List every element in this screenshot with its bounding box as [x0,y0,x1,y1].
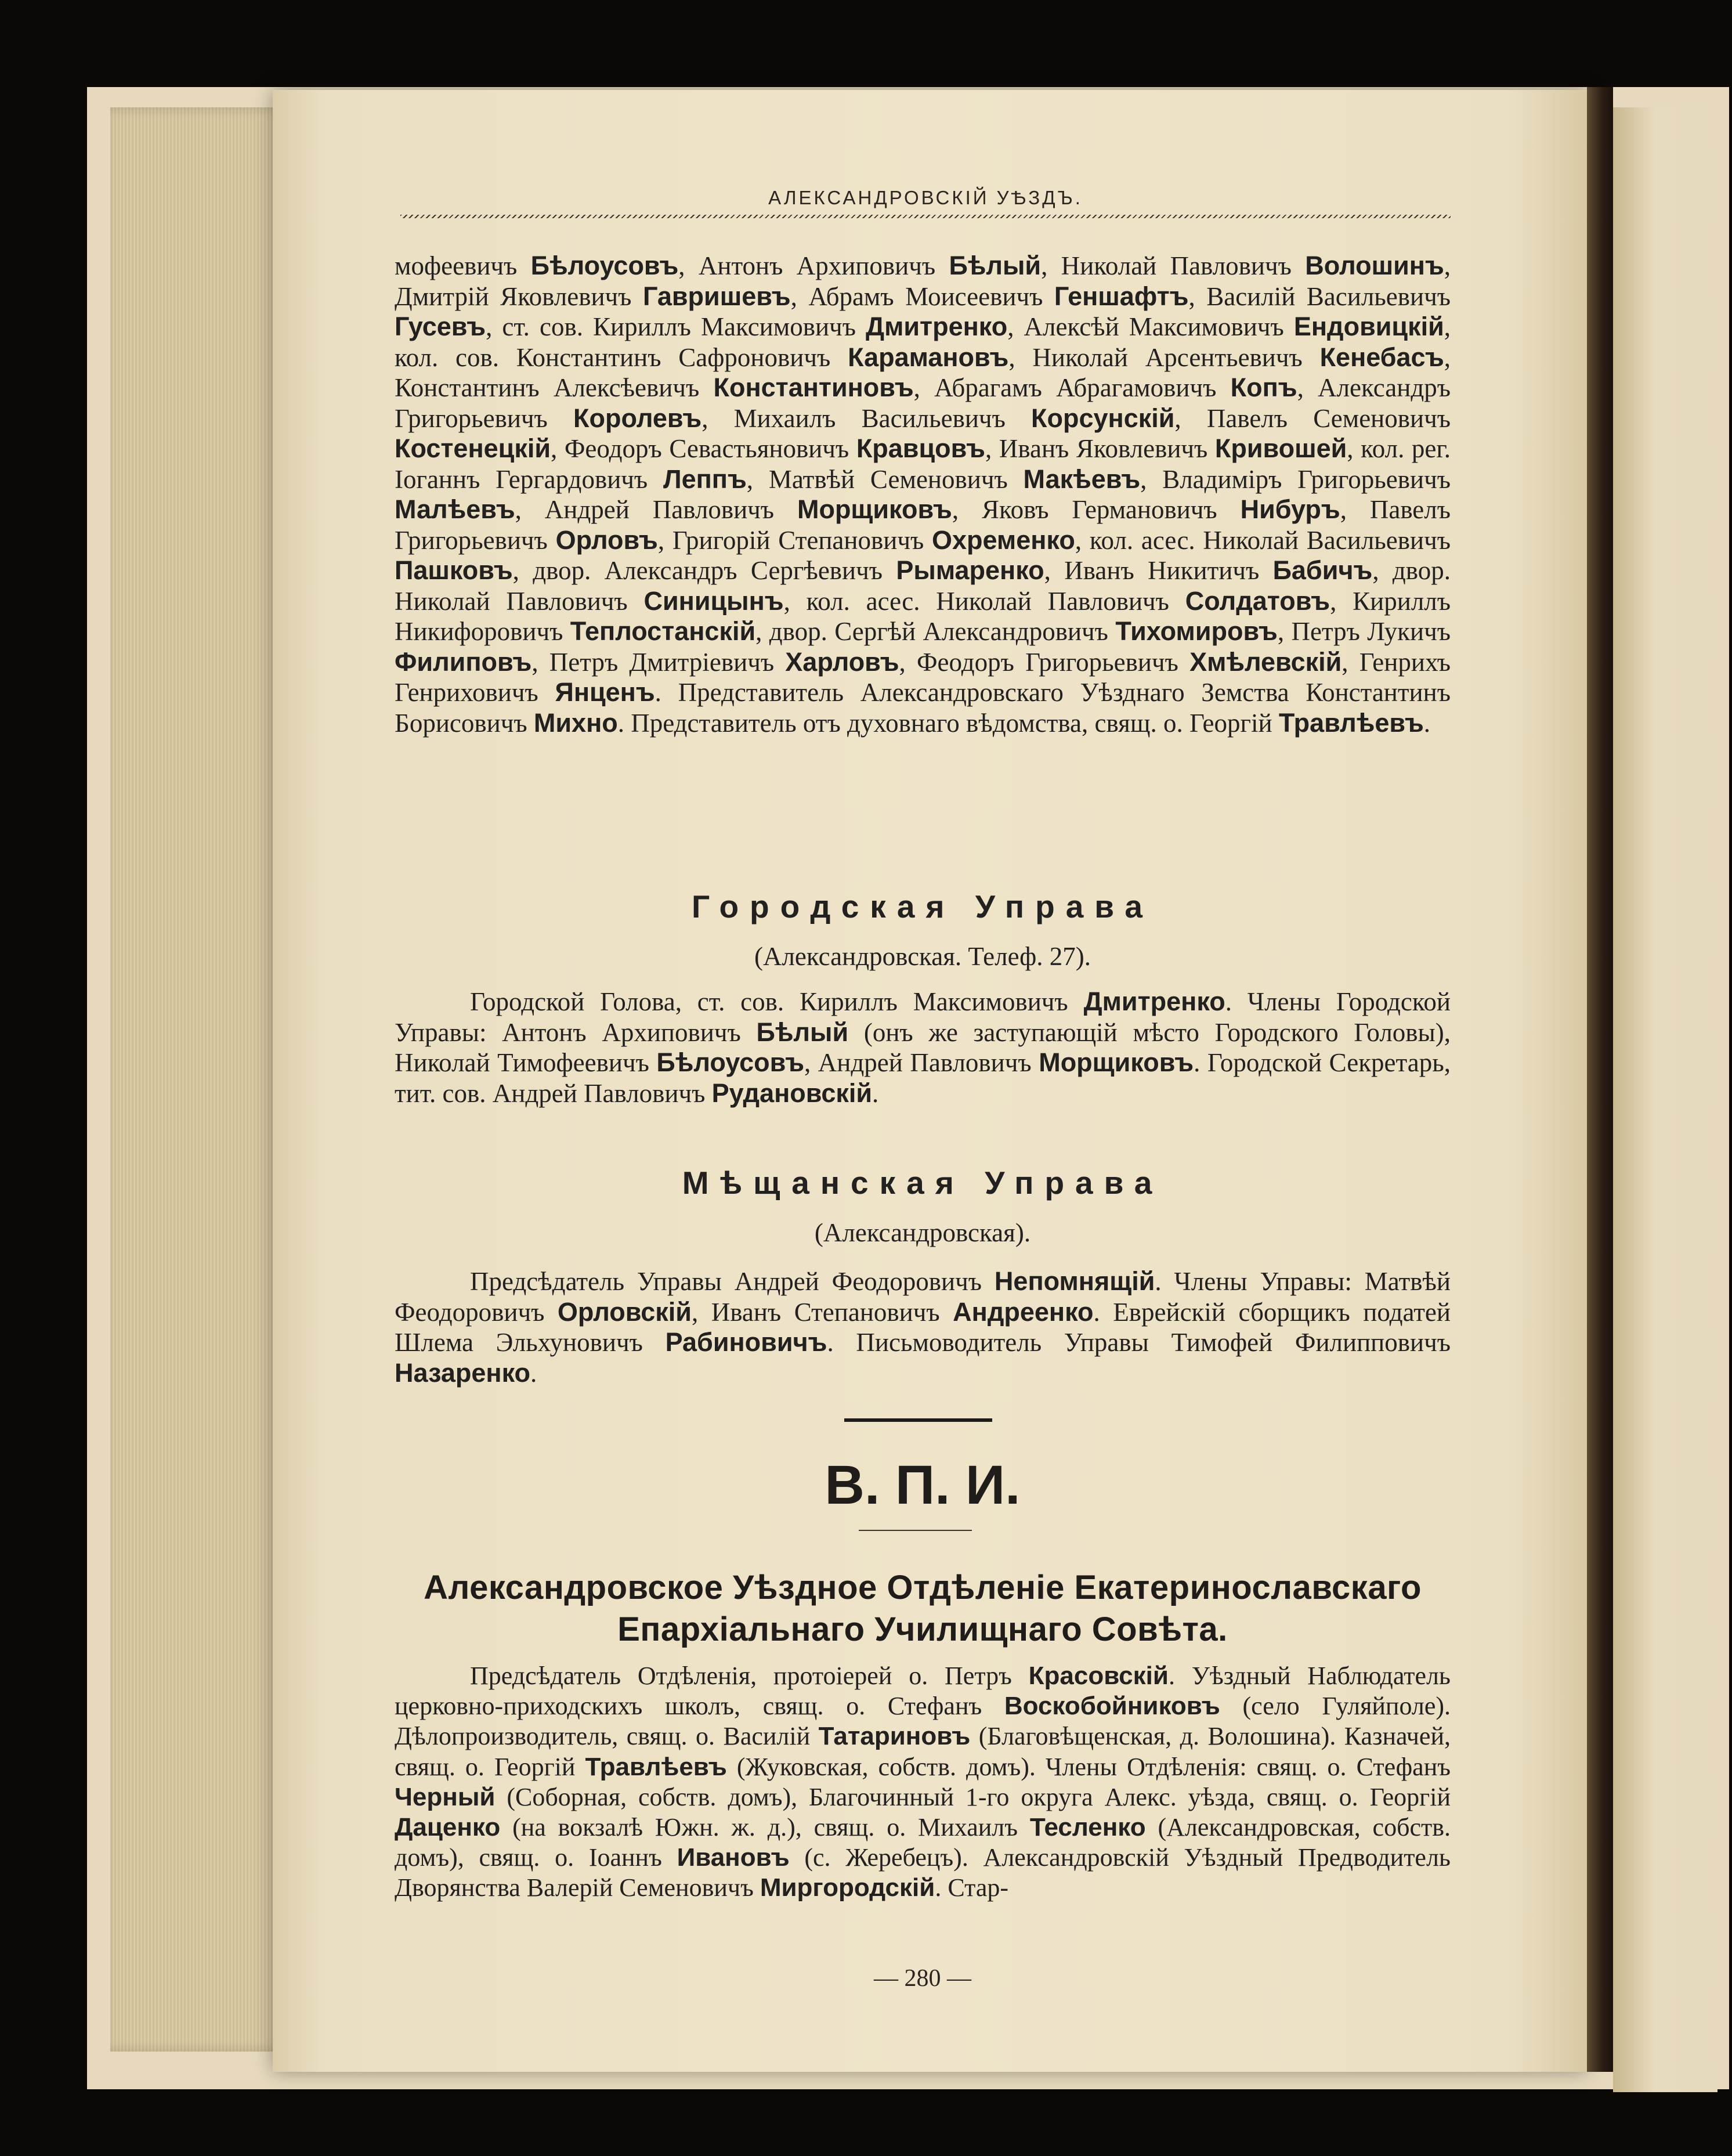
gorodskaya-uprava-body: Городской Голова, ст. сов. Кириллъ Максимовичъ Дмитренко. Члены Городской Управы: Антонъ Архиповичъ Бѣлый (онъ же заступающiй мѣсто Городского Головы), Николай Тимофеевичъ Бѣлоусовъ, Андрей Павловичъ Морщиковъ. Городской Секретарь, тит. сов. Андрей Павловичъ Рудановскiй. [395,987,1451,1108]
bold-surname: Бабичъ [1272,555,1373,585]
page-number: — 280 — [874,1965,971,1992]
bold-surname: Карамановъ [848,342,1009,372]
header-rule [400,215,1451,218]
bold-surname: Пашковъ [395,555,513,585]
bold-surname: Ендовицкiй [1293,312,1444,341]
page-edges [110,107,296,2052]
bold-surname: Красовскiй [1028,1662,1169,1690]
next-page-edge [1613,107,1717,2092]
bold-surname: Рымаренко [896,555,1044,585]
bold-surname: Кравцовъ [856,434,985,463]
bold-surname: Дмитренко [1083,987,1225,1016]
running-header: АЛЕКСАНДРОВСКIЙ УѢЗДЪ. [768,187,1083,208]
bold-surname: Костенецкiй [395,434,551,463]
book-gutter [1587,87,1613,2072]
bold-surname: Корсунскiй [1031,403,1175,433]
vpi-heading: В. П. И. [825,1454,1021,1516]
bold-surname: Малѣевъ [395,494,515,524]
bold-surname: Гавришевъ [642,281,791,311]
bold-surname: Харловъ [785,647,899,677]
bold-surname: Назаренко [395,1357,530,1388]
bold-surname: Миргородскiй [760,1873,935,1902]
otdelenie-heading: Александровское Уѣздное Отдѣленiе Екатеринославскаго Епархiальнаго Училищнаго Совѣта. [424,1569,1422,1648]
bold-surname: Андреенко [953,1297,1094,1327]
bold-surname: Нибуръ [1240,494,1340,524]
section-divider [844,1418,992,1422]
bold-surname: Морщиковъ [797,494,952,524]
member-list-paragraph: мофеевичъ Бѣлоусовъ, Антонъ Архиповичъ Бѣлый, Николай Павловичъ Волошинъ, Дмитрiй Яковлевичъ Гавришевъ, Абрамъ Моисеевичъ Геншафтъ, Василiй Васильевичъ Гусевъ, ст. сов. Кириллъ Максимовичъ Дмитренко, Алексѣй Максимовичъ Ендовицкiй, кол. сов. Константинъ Сафроновичъ Карамановъ, Николай Арсентьевичъ Кенебасъ, Константинъ Алексѣевичъ Константиновъ, Абрагамъ Абрагамовичъ Копъ, Александръ Григорьевичъ Королевъ, Михаилъ Васильевичъ Корсунскiй, Павелъ Семеновичъ Костенецкiй, Феодоръ Севастьяновичъ Кравцовъ, Иванъ Яковлевичъ Кривошей, кол. рег. Iоганнъ Гергардовичъ Леппъ, Матвѣй Семеновичъ Макѣевъ, Владимiръ Григорьевичъ Малѣевъ, Андрей Павловичъ Морщиковъ, Яковъ Германовичъ Нибуръ, Павелъ Григорьевичъ Орловъ, Григорiй Степановичъ Охременко, кол. асес. Николай Васильевичъ Пашковъ, двор. Александръ Сергѣевичъ Рымаренко, Иванъ Никитичъ Бабичъ, двор. Николай Павловичъ Синицынъ, кол. асес. Николай Павловичъ Солдатовъ, Кириллъ Никифоровичъ Теплостанскiй, двор. Сергѣй Александровичъ Тихомировъ, Петръ Лукичъ Филиповъ, Петръ Дмитрiевичъ Харловъ, Феодоръ Григорьевичъ Хмѣлевскiй, Генрихъ Генриховичъ Янценъ. Представитель Александровскаго Уѣзднаго Земства Константинъ Борисовичъ Михно. Представитель отъ духовнаго вѣдомства, свящ. о. Георгiй Травлѣевъ. [395,251,1451,738]
otdelenie-body: Предсѣдатель Отдѣленiя, протоiерей о. Петръ Красовскiй. Уѣздный Наблюдатель церковно-приходскихъ школъ, свящ. о. Стефанъ Воскобойниковъ (село Гуляйполе). Дѣлопроизводитель, свящ. о. Василiй Татариновъ (Благовѣщенская, д. Волошина). Казначей, свящ. о. Георгiй Травлѣевъ (Жуковская, собств. домъ). Члены Отдѣленiя: свящ. о. Стефанъ Черный (Соборная, собств. домъ), Благочинный 1-го округа Алекс. уѣзда, свящ. о. Георгiй Даценко (на вокзалѣ Южн. ж. д.), свящ. о. Михаилъ Тесленко (Александровская, собств. домъ), свящ. о. Iоаннъ Ивановъ (с. Жеребецъ). Александровскiй Уѣздный Предводитель Дворянства Валерiй Семеновичъ Миргородскiй. Стар- [395,1662,1451,1902]
bold-surname: Тесленко [1029,1813,1146,1842]
meshchanskaya-uprava-subtitle: (Александровская). [814,1218,1031,1247]
bold-surname: Кривошей [1214,434,1347,463]
bold-surname: Филиповъ [395,647,532,677]
bold-surname: Хмѣлевскiй [1189,647,1342,677]
bold-surname: Константиновъ [713,373,914,402]
bold-surname: Волошинъ [1305,251,1444,280]
bold-surname: Королевъ [573,403,702,433]
bold-surname: Ивановъ [677,1843,790,1872]
bold-surname: Солдатовъ [1185,586,1330,616]
bold-surname: Дмитренко [866,312,1008,341]
vpi-underline [859,1530,972,1531]
bold-surname: Бѣлоусовъ [530,251,679,280]
bold-surname: Тихомировъ [1115,616,1278,646]
bold-surname: Непомнящiй [994,1266,1155,1296]
bold-surname: Травлѣевъ [1278,707,1424,738]
bold-surname: Теплостанскiй [570,616,756,646]
bold-surname: Бѣлоусовъ [656,1048,805,1077]
bold-surname: Бѣлый [949,251,1042,280]
bold-surname: Даценко [395,1813,501,1842]
bold-surname: Копъ [1230,373,1297,402]
bold-surname: Кенебасъ [1319,342,1444,372]
bold-surname: Бѣлый [756,1017,849,1047]
bold-surname: Гусевъ [395,312,486,341]
bold-surname: Янценъ [555,677,655,707]
gorodskaya-uprava-subtitle: (Александровская. Телеф. 27). [754,942,1091,971]
bold-surname: Орловъ [555,525,658,555]
bold-surname: Татариновъ [818,1722,971,1751]
bold-surname: Синицынъ [643,586,784,616]
bold-surname: Травлѣевъ [585,1752,727,1781]
bold-surname: Леппъ [663,464,747,494]
bold-surname: Рудановскiй [711,1078,873,1108]
bold-surname: Михно [533,707,618,738]
bold-surname: Макѣевъ [1023,464,1141,494]
gorodskaya-uprava-heading: Городская Управа [692,889,1154,924]
bold-surname: Воскобойниковъ [1004,1692,1220,1721]
bold-surname: Геншафтъ [1054,281,1189,311]
meshchanskaya-uprava-body: Предсѣдатель Управы Андрей Феодоровичъ Непомнящiй. Члены Управы: Матвѣй Феодоровичъ Орловскiй, Иванъ Степановичъ Андреенко. Еврейскiй сборщикъ податей Шлема Эльхуновичъ Рабиновичъ. Письмоводитель Управы Тимофей Филипповичъ Назаренко. [395,1266,1451,1388]
bold-surname: Рабиновичъ [665,1327,827,1357]
meshchanskaya-uprava-heading: Мѣщанская Управа [682,1165,1163,1201]
bold-surname: Орловскiй [557,1297,692,1327]
bold-surname: Охременко [931,525,1075,555]
bold-surname: Морщиковъ [1039,1048,1194,1077]
bold-surname: Черный [395,1782,496,1811]
